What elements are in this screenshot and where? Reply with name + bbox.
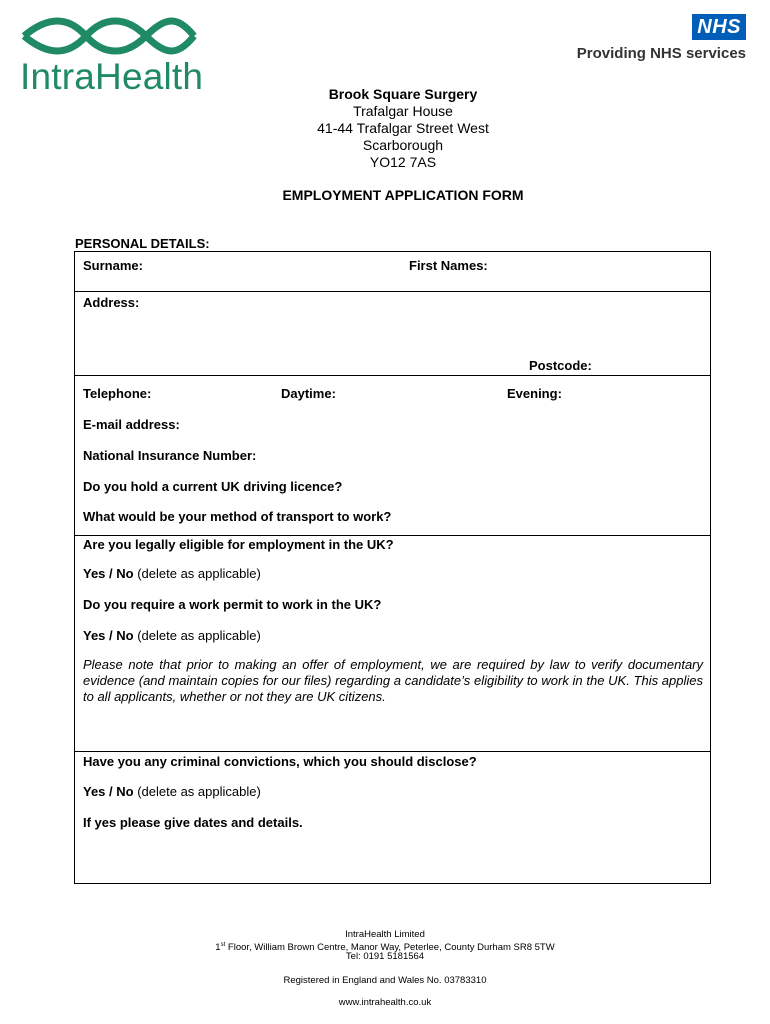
transport-label: What would be your method of transport to work? [83, 509, 392, 524]
email-label: E-mail address: [83, 417, 180, 432]
form-title: EMPLOYMENT APPLICATION FORM [282, 187, 524, 203]
wave-logo-icon [18, 14, 198, 58]
ni-number-label: National Insurance Number: [83, 448, 257, 463]
names-box [74, 251, 711, 292]
convictions-details-label: If yes please give dates and details. [83, 815, 303, 830]
telephone-label: Telephone: [83, 386, 152, 401]
footer-tel: Tel: 0191 5181564 [345, 951, 425, 962]
footer-floor-sup: st [220, 942, 226, 948]
convictions-delete-note: (delete as applicable) [137, 784, 261, 799]
surgery-name: Brook Square Surgery [328, 86, 478, 102]
eligibility-answer [83, 566, 261, 581]
address-label: Address: [83, 295, 140, 310]
first-names-label: First Names: [409, 258, 488, 273]
address-line-3: Scarborough [362, 137, 444, 153]
section-label-personal: PERSONAL DETAILS: [75, 236, 210, 251]
convictions-yes-no[interactable]: Yes / No [83, 784, 134, 799]
eligibility-note: Please note that prior to making an offer of employment, we are required by law to verify documentary evidence (and maintain copies for our files) regarding a candidate’s eligibility to work in the UK. This applies to all applicants, whether or not they are UK citizens. [83, 657, 703, 704]
surgery-address [0, 86, 770, 171]
address-line-1: Trafalgar House [353, 103, 453, 119]
footer-website[interactable]: www.intrahealth.co.uk [338, 997, 432, 1008]
footer-floor-num: 1 [215, 942, 221, 954]
intrahealth-logo [18, 14, 204, 97]
contact-box [74, 375, 711, 536]
postcode-label: Postcode: [529, 358, 592, 373]
permit-answer [83, 628, 261, 643]
daytime-label: Daytime: [281, 386, 336, 401]
eligibility-delete-note: (delete as applicable) [137, 566, 261, 581]
convictions-box [74, 751, 711, 884]
eligibility-yes-no[interactable]: Yes / No [83, 566, 134, 581]
address-box [74, 291, 711, 376]
eligibility-question: Are you legally eligible for employment in the UK? [83, 537, 394, 552]
footer-company: IntraHealth Limited [345, 929, 425, 940]
surname-label: Surname: [83, 258, 143, 273]
nhs-logo [577, 14, 746, 62]
eligibility-box [74, 535, 711, 752]
address-line-4: YO12 7AS [369, 154, 437, 170]
address-line-2: 41-44 Trafalgar Street West [317, 120, 489, 136]
permit-delete-note: (delete as applicable) [137, 628, 261, 643]
permit-yes-no[interactable]: Yes / No [83, 628, 134, 643]
convictions-question: Have you any criminal convictions, which you should disclose? [83, 754, 477, 769]
nhs-subtitle: Providing NHS services [576, 45, 746, 62]
nhs-badge: NHS [692, 14, 746, 40]
footer-registered: Registered in England and Wales No. 03783310 [283, 975, 487, 986]
logo-text: IntraHealth [20, 56, 204, 97]
permit-question: Do you require a work permit to work in the UK? [83, 597, 382, 612]
footer-address-rest: Floor, William Brown Centre, Manor Way, Peterlee, County Durham SR8 5TW [225, 942, 555, 954]
convictions-answer [83, 784, 261, 799]
driving-licence-label: Do you hold a current UK driving licence? [83, 479, 343, 494]
evening-label: Evening: [507, 386, 562, 401]
